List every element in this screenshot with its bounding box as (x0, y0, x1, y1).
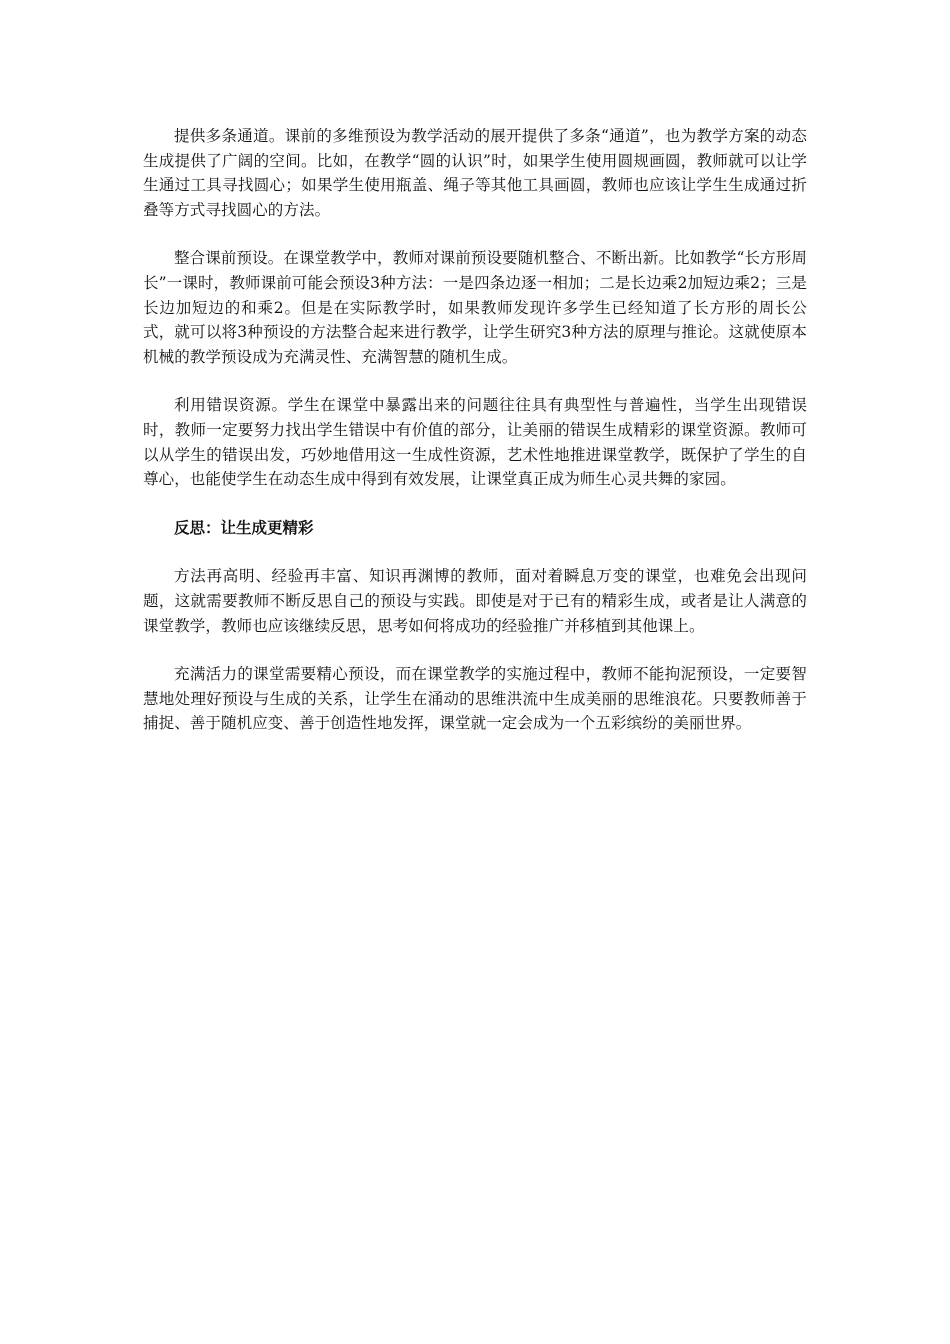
paragraph-use-errors: 利用错误资源。学生在课堂中暴露出来的问题往往具有典型性与普遍性，当学生出现错误时，教师一定要努力找出学生错误中有价值的部分，让美丽的错误生成精彩的课堂资源。教师可以从学生的错误出发，巧妙地借用这一生成性资源，艺术性地推进课堂教学，既保护了学生的自尊心，也能使学生在动态生成中得到有效发展，让课堂真正成为师生心灵共舞的家园。 (143, 396, 807, 489)
paragraph-integrate-presets: 整合课前预设。在课堂教学中，教师对课前预设要随机整合、不断出新。比如教学“长方形周长”一课时，教师课前可能会预设3种方法：一是四条边逐一相加；二是长边乘2加短边乘2；三是长边加短边的和乘2。但是在实际教学时，如果教师发现许多学生已经知道了长方形的周长公式，就可以将3种预设的方法整合起来进行教学，让学生研究3种方法的原理与推论。这就使原本机械的教学预设成为充满灵性、充满智慧的随机生成。 (143, 249, 807, 366)
document-page (143, 124, 807, 760)
paragraph-conclusion: 充满活力的课堂需要精心预设，而在课堂教学的实施过程中，教师不能拘泥预设，一定要智慧地处理好预设与生成的关系，让学生在涌动的思维洪流中生成美丽的思维浪花。只要教师善于捕捉、善于随机应变、善于创造性地发挥，课堂就一定会成为一个五彩缤纷的美丽世界。 (143, 665, 807, 733)
paragraph-reflection: 方法再高明、经验再丰富、知识再渊博的教师，面对着瞬息万变的课堂，也难免会出现问题，这就需要教师不断反思自己的预设与实践。即使是对于已有的精彩生成，或者是让人满意的课堂教学，教师也应该继续反思，思考如何将成功的经验推广并移植到其他课上。 (143, 567, 807, 635)
section-heading: 反思：让生成更精彩 (174, 518, 314, 537)
paragraph-provide-channels: 提供多条通道。课前的多维预设为教学活动的展开提供了多条“通道”，也为教学方案的动态生成提供了广阔的空间。比如，在教学“圆的认识”时，如果学生使用圆规画圆，教师就可以让学生通过工具寻找圆心；如果学生使用瓶盖、绳子等其他工具画圆，教师也应该让学生生成通过折叠等方式寻找圆心的方法。 (143, 127, 807, 219)
